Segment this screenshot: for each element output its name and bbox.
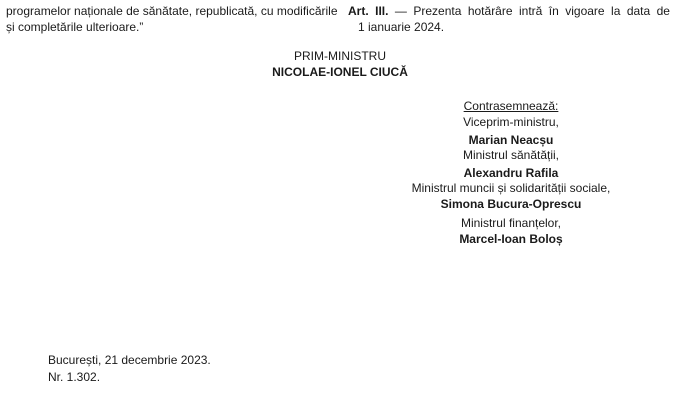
signatory-role: Ministrul finanțelor,: [460, 216, 562, 230]
left-column-line-1: programelor naționale de sănătate, republicată, cu modificările: [6, 4, 338, 18]
prime-minister-name: NICOLAE-IONEL CIUCĂ: [272, 65, 408, 79]
prime-minister-role: PRIM-MINISTRU: [294, 49, 386, 63]
signatory-role: Viceprim-ministru,: [463, 115, 559, 129]
place-date: București, 21 decembrie 2023.: [48, 353, 211, 367]
countersign-heading: Contrasemnează:: [463, 99, 559, 113]
document-number: Nr. 1.302.: [48, 370, 101, 384]
article-text-line-2: 1 ianuarie 2024.: [358, 20, 445, 34]
article-text-line-1: — Prezenta hotărâre intră în vigoare la data de: [394, 4, 670, 18]
article-label: Art. III.: [348, 4, 389, 18]
article-paragraph: [348, 3, 670, 19]
signatory-role: Ministrul muncii și solidarității sociale,: [411, 181, 611, 195]
signatory-name: Marian Neacșu: [468, 133, 554, 147]
signatory-name: Marcel-Ioan Boloș: [459, 232, 563, 246]
signatory-role: Ministrul sănătății,: [462, 148, 560, 162]
left-column-line-2: și completările ulterioare.”: [6, 20, 144, 34]
signatory-name: Alexandru Rafila: [463, 166, 559, 180]
signatory-name: Simona Bucura-Oprescu: [440, 197, 582, 211]
